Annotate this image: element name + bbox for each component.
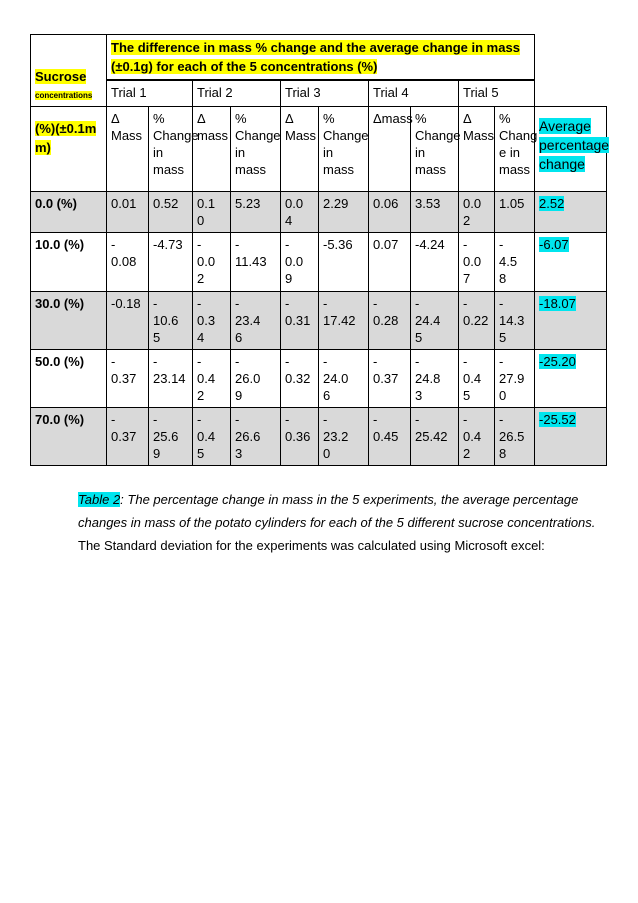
data-cell: 5.23	[231, 191, 281, 232]
average-cell	[535, 349, 607, 407]
concentration-cell: 10.0 (%)	[31, 232, 107, 291]
data-cell: 2.29	[319, 191, 369, 232]
subheader-t5-pct: % Chang e in mass	[495, 106, 535, 191]
subheader-t1-pct: % Change in mass	[149, 106, 193, 191]
table-row	[31, 232, 607, 291]
table-title: The difference in mass % change and the average change in mass (±0.1g) for each of the 5 concentrations (%)	[111, 40, 520, 74]
data-cell: -5.36	[319, 232, 369, 291]
data-cell: - 24.0 6	[319, 349, 369, 407]
data-cell: - 0.4 2	[459, 407, 495, 465]
concentration-cell: 50.0 (%)	[31, 349, 107, 407]
unit-header-cell	[31, 106, 107, 191]
data-cell: - 26.5 8	[495, 407, 535, 465]
data-cell: - 25.42	[411, 407, 459, 465]
concentration-cell: 70.0 (%)	[31, 407, 107, 465]
average-cell	[535, 407, 607, 465]
header-row-trials	[31, 80, 607, 106]
subheader-t4-pct: % Change in mass	[411, 106, 459, 191]
table-caption	[78, 488, 598, 557]
data-cell: 1.05	[495, 191, 535, 232]
sucrose-label: Sucrose	[35, 68, 87, 84]
concentration-cell: 0.0 (%)	[31, 191, 107, 232]
data-cell: - 26.0 9	[231, 349, 281, 407]
data-cell: - 0.4 5	[459, 349, 495, 407]
data-cell: - 10.6 5	[149, 291, 193, 349]
data-cell: - 0.4 2	[193, 349, 231, 407]
table-title-cell	[107, 35, 535, 81]
data-cell: - 0.08	[107, 232, 149, 291]
average-value: -6.07	[539, 236, 569, 252]
data-cell: - 0.0 2	[193, 232, 231, 291]
caption-label: Table 2	[78, 492, 121, 507]
average-value: -25.20	[539, 353, 576, 369]
subheader-t5-mass: Δ Mass	[459, 106, 495, 191]
average-cell	[535, 191, 607, 232]
concentrations-label: concentrations	[35, 90, 93, 100]
data-cell: - 0.45	[369, 407, 411, 465]
data-cell: - 23.14	[149, 349, 193, 407]
data-cell: - 14.3 5	[495, 291, 535, 349]
data-cell: 3.53	[411, 191, 459, 232]
average-value: 2.52	[539, 195, 565, 211]
data-cell: - 0.37	[369, 349, 411, 407]
data-cell: - 0.37	[107, 407, 149, 465]
trial-5-header: Trial 5	[459, 80, 535, 106]
data-cell: - 0.3 4	[193, 291, 231, 349]
trial-3-header: Trial 3	[281, 80, 369, 106]
data-cell: - 23.4 6	[231, 291, 281, 349]
average-value: -25.52	[539, 411, 576, 427]
table-row	[31, 349, 607, 407]
caption-text: : The percentage change in mass in the 5 experiments, the average percentage changes in mass of the potato cylinders for each of the 5 different sucrose concentrations.	[78, 492, 596, 530]
data-cell: -4.73	[149, 232, 193, 291]
data-cell: - 0.32	[281, 349, 319, 407]
data-cell: 0.52	[149, 191, 193, 232]
data-cell: 0.0 4	[281, 191, 319, 232]
subheader-t3-mass: Δ Mass	[281, 106, 319, 191]
data-cell: - 26.6 3	[231, 407, 281, 465]
unit-label: (%)(±0.1m m)	[35, 120, 97, 155]
data-cell: - 11.43	[231, 232, 281, 291]
data-cell: - 27.9 0	[495, 349, 535, 407]
average-value: -18.07	[539, 295, 576, 311]
data-cell: - 0.37	[107, 349, 149, 407]
data-cell: - 0.0 7	[459, 232, 495, 291]
data-cell: - 0.31	[281, 291, 319, 349]
data-cell: - 0.28	[369, 291, 411, 349]
subheader-t2-pct: % Change in mass	[231, 106, 281, 191]
blank-corner-cell	[535, 35, 607, 107]
data-cell: -0.18	[107, 291, 149, 349]
data-cell: 0.07	[369, 232, 411, 291]
data-cell: - 0.36	[281, 407, 319, 465]
data-cell: 0.1 0	[193, 191, 231, 232]
results-table	[30, 34, 610, 466]
caption-note: The Standard deviation for the experiments was calculated using Microsoft excel:	[78, 538, 545, 553]
average-cell	[535, 291, 607, 349]
data-cell: 0.01	[107, 191, 149, 232]
data-cell: - 17.42	[319, 291, 369, 349]
average-header: Average percentage change	[539, 117, 610, 172]
sucrose-header-cell	[31, 35, 107, 107]
data-cell: 0.06	[369, 191, 411, 232]
table-row	[31, 191, 607, 232]
data-cell: - 0.0 9	[281, 232, 319, 291]
subheader-t4-mass: Δmass	[369, 106, 411, 191]
header-row-subheaders	[31, 106, 607, 191]
data-cell: - 4.5 8	[495, 232, 535, 291]
average-header-cell	[535, 106, 610, 191]
data-cell: - 24.4 5	[411, 291, 459, 349]
data-cell: - 0.22	[459, 291, 495, 349]
data-cell: -4.24	[411, 232, 459, 291]
data-cell: - 25.6 9	[149, 407, 193, 465]
average-cell	[535, 232, 607, 291]
table-row	[31, 407, 607, 465]
trial-2-header: Trial 2	[193, 80, 281, 106]
trial-4-header: Trial 4	[369, 80, 459, 106]
data-cell: - 23.2 0	[319, 407, 369, 465]
subheader-t2-mass: Δ mass	[193, 106, 231, 191]
subheader-t1-mass: Δ Mass	[107, 106, 149, 191]
header-row-title	[31, 35, 607, 81]
subheader-t3-pct: % Change in mass	[319, 106, 369, 191]
trial-1-header: Trial 1	[107, 80, 193, 106]
data-cell: - 24.8 3	[411, 349, 459, 407]
data-cell: 0.0 2	[459, 191, 495, 232]
data-cell: - 0.4 5	[193, 407, 231, 465]
table-row	[31, 291, 607, 349]
concentration-cell: 30.0 (%)	[31, 291, 107, 349]
